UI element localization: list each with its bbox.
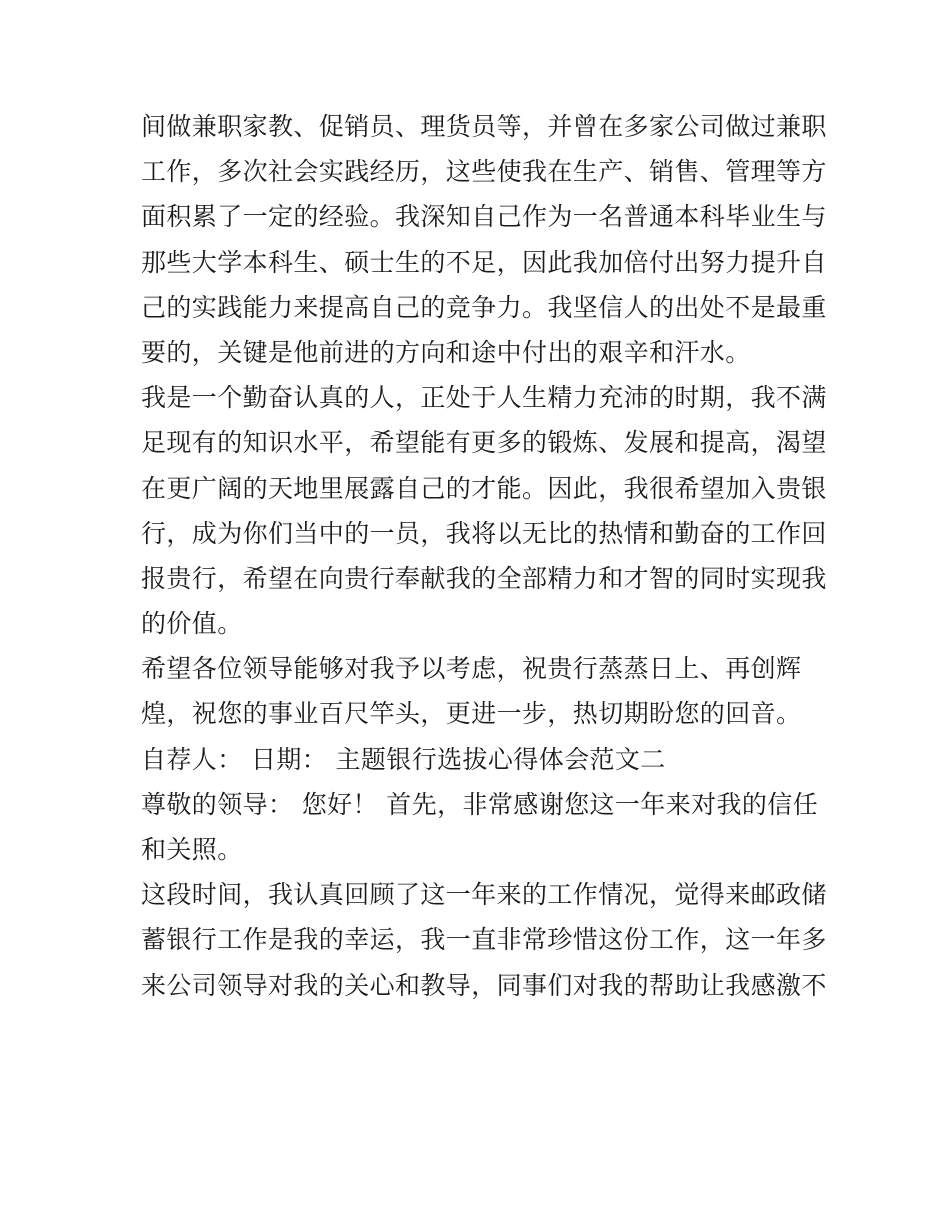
text-line: 在更广阔的天地里展露自己的才能。因此，我很希望加入贵银 — [141, 473, 827, 503]
text-line: 工作，多次社会实践经历，这些使我在生产、销售、管理等方 — [141, 157, 827, 187]
text-line: 这段时间，我认真回顾了这一年来的工作情况，觉得来邮政储 — [141, 880, 827, 910]
text-line: 和关照。 — [141, 835, 243, 864]
text-line: 煌，祝您的事业百尺竿头，更进一步，热切期盼您的回音。 — [141, 699, 802, 729]
text-line: 足现有的知识水平，希望能有更多的锻炼、发展和提高，渴望 — [141, 428, 827, 458]
text-line: 蓄银行工作是我的幸运，我一直非常珍惜这份工作，这一年多 — [141, 925, 827, 955]
text-line: 行，成为你们当中的一员，我将以无比的热情和勤奋的工作回 — [141, 518, 827, 548]
document-body — [141, 104, 827, 1008]
text-line: 我是一个勤奋认真的人，正处于人生精力充沛的时期，我不满 — [141, 383, 827, 413]
text-line: 那些大学本科生、硕士生的不足，因此我加倍付出努力提升自 — [141, 247, 827, 277]
text-line: 的价值。 — [141, 609, 243, 639]
text-line: 面积累了一定的经验。我深知自己作为一名普通本科毕业生与 — [141, 202, 827, 232]
text-line: 自荐人： 日期： 主题银行选拔心得体会范文二 — [141, 744, 666, 774]
text-line: 尊敬的领导： 您好！ 首先，非常感谢您这一年来对我的信任 — [141, 789, 819, 819]
text-line: 来公司领导对我的关心和教导，同事们对我的帮助让我感激不 — [141, 970, 827, 1000]
text-line: 己的实践能力来提高自己的竞争力。我坚信人的出处不是最重 — [141, 292, 827, 322]
text-line: 希望各位领导能够对我予以考虑，祝贵行蒸蒸日上、再创辉 — [141, 654, 802, 684]
text-line: 报贵行，希望在向贵行奉献我的全部精力和才智的同时实现我 — [141, 563, 827, 593]
text-line: 间做兼职家教、促销员、理货员等，并曾在多家公司做过兼职 — [141, 112, 827, 141]
text-line: 要的，关键是他前进的方向和途中付出的艰辛和汗水。 — [141, 337, 751, 367]
